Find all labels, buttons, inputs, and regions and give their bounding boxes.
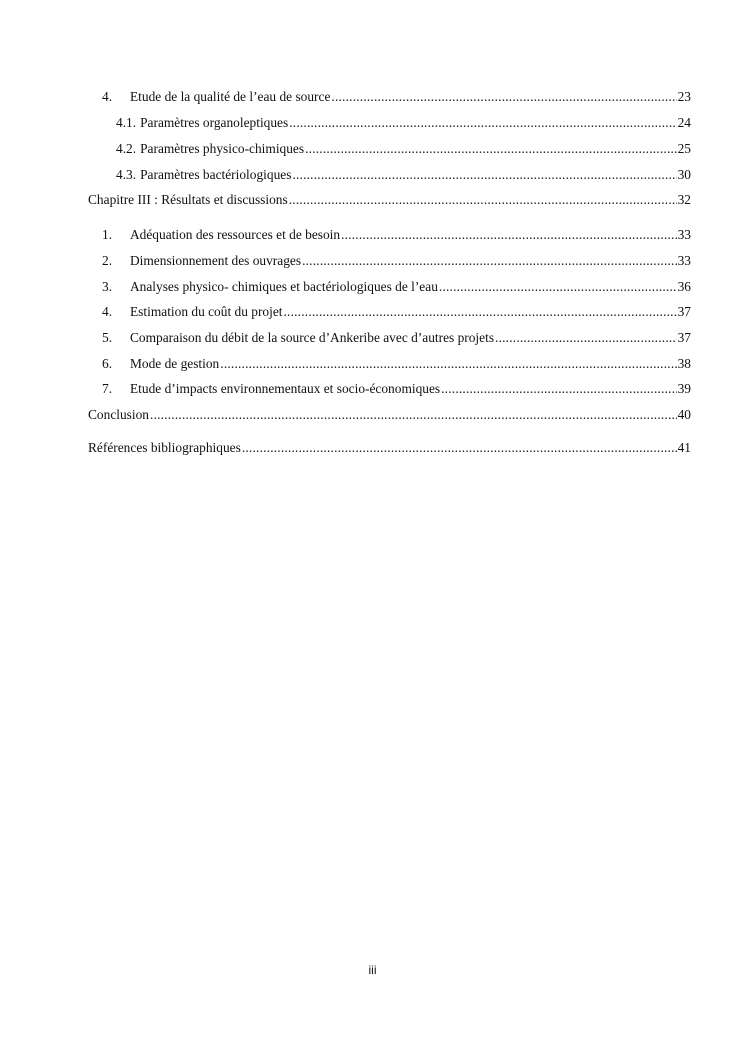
toc-entry[interactable] — [88, 303, 691, 321]
toc-entry-page: 39 — [677, 381, 691, 396]
toc-entry-page: 41 — [677, 440, 691, 455]
toc-dot-leader — [341, 226, 677, 244]
toc-dot-leader — [305, 140, 677, 158]
toc-dot-leader — [495, 329, 677, 347]
toc-dot-leader — [242, 439, 677, 457]
toc-entry-page: 36 — [677, 279, 691, 294]
toc-entry[interactable] — [88, 140, 691, 158]
toc-dot-leader — [331, 88, 676, 106]
toc-entry-title: Conclusion — [88, 407, 150, 422]
toc-entry-number: 4.2. — [116, 141, 137, 156]
toc-entry-page: 38 — [677, 356, 691, 371]
toc-entry-number: 4.1. — [116, 115, 137, 130]
toc-entry-title: Références bibliographiques — [88, 440, 241, 455]
toc-entry-title: Comparaison du débit de la source d’Ankeribe avec d’autres projets — [130, 330, 495, 345]
toc-dot-leader — [289, 191, 677, 209]
toc-entry[interactable] — [88, 278, 691, 296]
toc-entry-number: 4.3. — [116, 167, 137, 182]
toc-entry-page: 40 — [677, 407, 691, 422]
toc-entry-number: 2. — [102, 253, 113, 268]
toc-entry-page: 37 — [677, 304, 691, 319]
toc-entry-page: 32 — [677, 192, 691, 207]
toc-entry-title: Chapitre III : Résultats et discussions — [88, 192, 288, 207]
toc-entry[interactable] — [88, 226, 691, 244]
toc-dot-leader — [283, 303, 676, 321]
toc-entry-page: 24 — [677, 115, 691, 130]
toc-entry-number: 6. — [102, 356, 113, 371]
toc-entry-title: Paramètres organoleptiques — [140, 115, 289, 130]
toc-entry-number: 4. — [102, 304, 113, 319]
toc-entry-title: Paramètres bactériologiques — [140, 167, 292, 182]
toc-entry-page: 33 — [677, 253, 691, 268]
toc-entry[interactable] — [88, 329, 691, 347]
toc-entry-title: Estimation du coût du projet — [130, 304, 283, 319]
toc-dot-leader — [150, 406, 677, 424]
toc-entry[interactable] — [88, 355, 691, 373]
toc-entry-page: 37 — [677, 330, 691, 345]
toc-entry[interactable] — [88, 166, 691, 184]
toc-dot-leader — [439, 278, 677, 296]
toc-entry[interactable] — [88, 88, 691, 106]
toc-entry-page: 25 — [677, 141, 691, 156]
page-number: iii — [368, 963, 377, 977]
toc-entry-title: Mode de gestion — [130, 356, 220, 371]
toc-entry-page: 30 — [677, 167, 691, 182]
toc-entry[interactable] — [88, 380, 691, 398]
toc-dot-leader — [289, 114, 676, 132]
toc-entry-title: Adéquation des ressources et de besoin — [130, 227, 341, 242]
toc-entry-references[interactable] — [88, 439, 691, 457]
toc-entry-chapter[interactable] — [88, 191, 691, 209]
toc-entry-conclusion[interactable] — [88, 406, 691, 424]
toc-entry[interactable] — [88, 114, 691, 132]
toc-dot-leader — [302, 252, 677, 270]
toc-entry-title: Paramètres physico-chimiques — [140, 141, 305, 156]
toc-entry-title: Etude d’impacts environnementaux et socio-économiques — [130, 381, 441, 396]
toc-entry-title: Dimensionnement des ouvrages — [130, 253, 302, 268]
toc-entry-number: 1. — [102, 227, 113, 242]
toc-entry-number: 4. — [102, 89, 113, 104]
toc-dot-leader — [220, 355, 676, 373]
toc-dot-leader — [441, 380, 676, 398]
toc-entry-page: 33 — [677, 227, 691, 242]
toc-entry-title: Etude de la qualité de l’eau de source — [130, 89, 331, 104]
toc-entry[interactable] — [88, 252, 691, 270]
toc-entry-number: 3. — [102, 279, 113, 294]
toc-entry-page: 23 — [677, 89, 691, 104]
toc-entry-title: Analyses physico- chimiques et bactériologiques de l’eau — [130, 279, 438, 294]
toc-dot-leader — [292, 166, 676, 184]
toc-entry-number: 7. — [102, 381, 113, 396]
toc-entry-number: 5. — [102, 330, 113, 345]
